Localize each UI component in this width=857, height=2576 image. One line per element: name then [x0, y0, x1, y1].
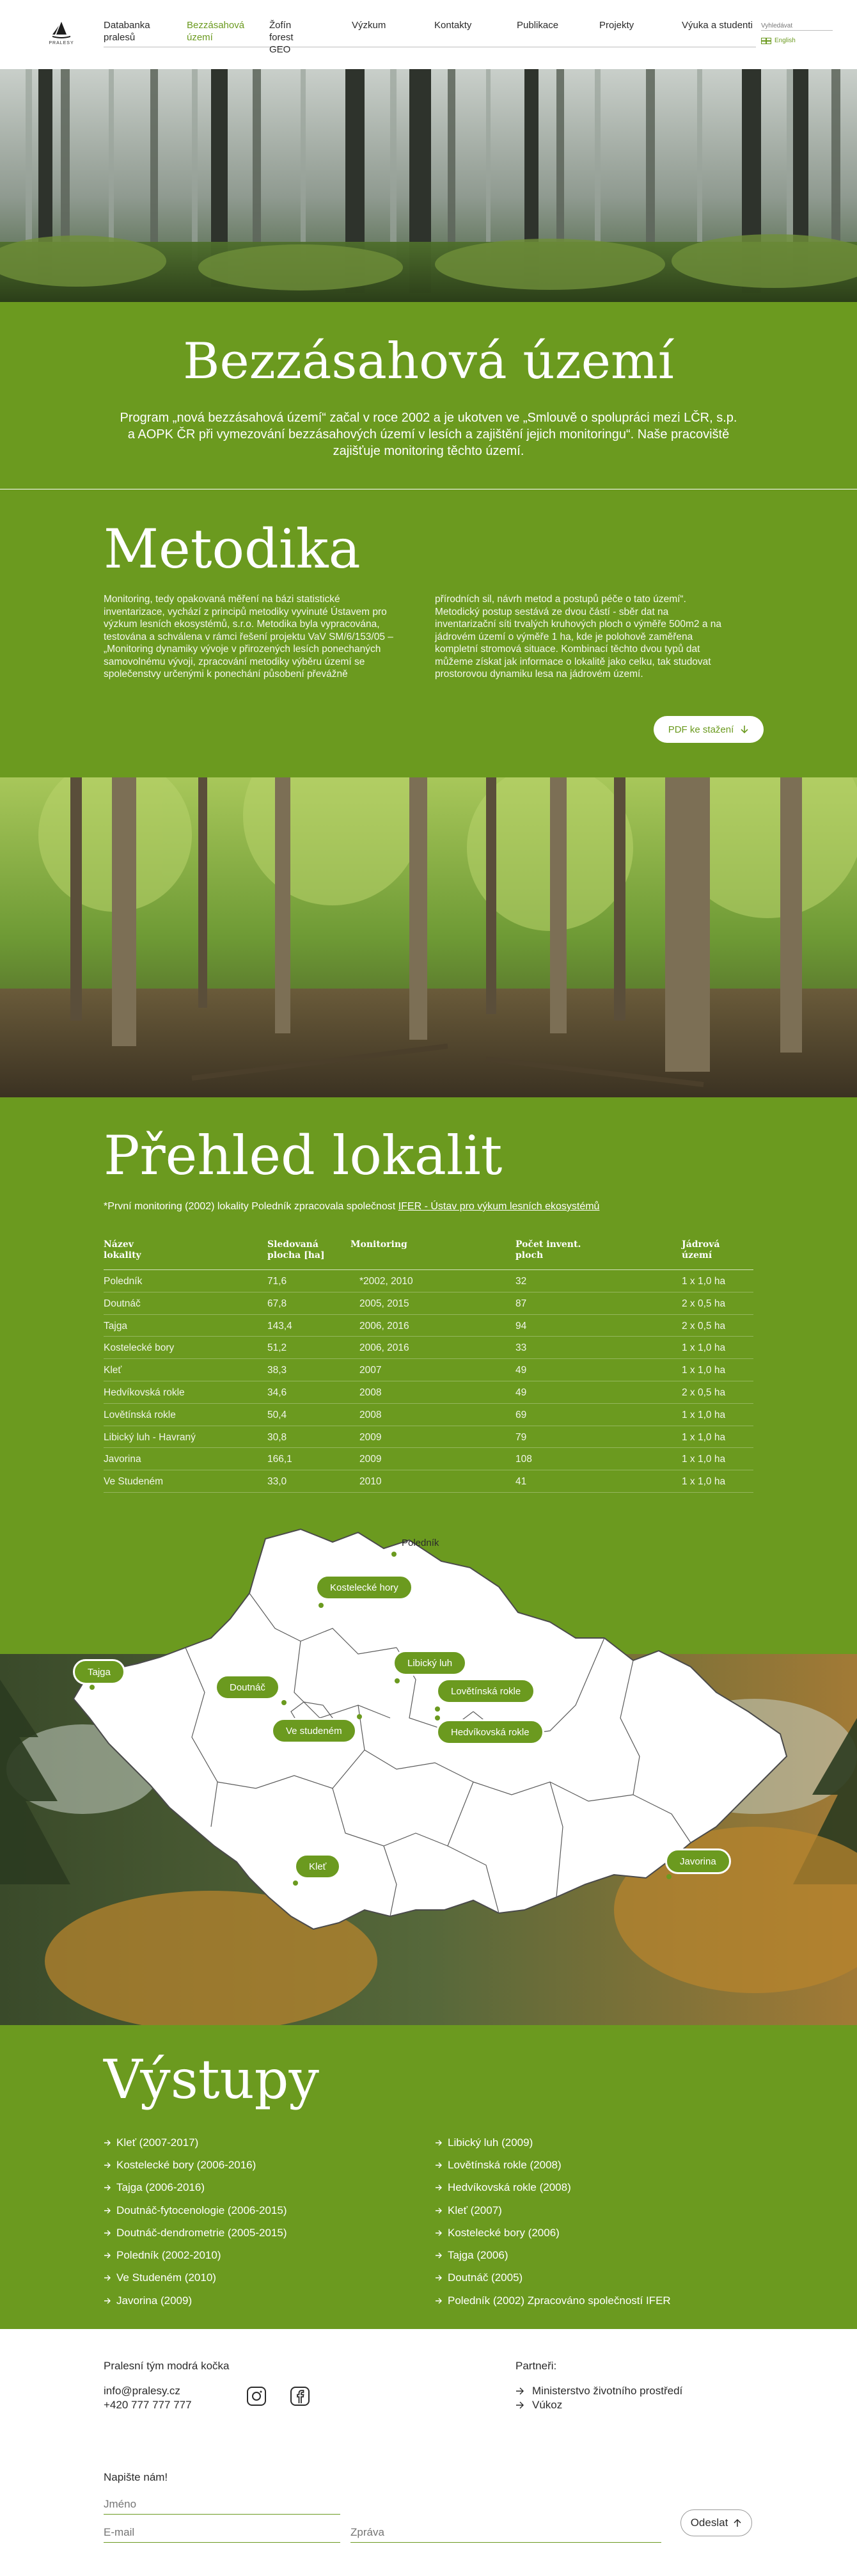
- output-label: Doutnáč-dendrometrie (2005-2015): [116, 2226, 287, 2239]
- table-cell: 1 x 1,0 ha: [682, 1476, 726, 1488]
- arrow-right-icon: [435, 2230, 443, 2236]
- arrow-up-icon: [733, 2518, 742, 2527]
- arrow-right-icon: [435, 2252, 443, 2259]
- outputs-list-left: [104, 2131, 398, 2312]
- table-cell: 143,4: [267, 1320, 292, 1332]
- search-input[interactable]: [761, 22, 833, 29]
- prehled-section: [0, 1097, 857, 1526]
- map-marker[interactable]: [90, 1685, 95, 1690]
- arrow-right-icon: [435, 2275, 443, 2281]
- table-cell: 94: [515, 1320, 527, 1332]
- pin-klet[interactable]: Kleť: [294, 1854, 341, 1879]
- output-link[interactable]: [435, 2154, 729, 2176]
- output-link[interactable]: [104, 2131, 398, 2154]
- nav-item-bezzasahova[interactable]: Bezzásahová území: [187, 20, 245, 43]
- table-cell: 30,8: [267, 1431, 287, 1443]
- table-row: [104, 1448, 753, 1470]
- nav-item-vyzkum[interactable]: Výzkum: [352, 20, 386, 31]
- map-marker[interactable]: [666, 1874, 672, 1879]
- partner-label: Ministerstvo životního prostředí: [532, 2385, 683, 2397]
- table-cell: 2010: [359, 1476, 382, 1488]
- main-nav: [104, 19, 756, 55]
- arrow-right-icon: [435, 2140, 443, 2146]
- table-cell: 87: [515, 1298, 527, 1309]
- metodika-title: Metodika: [104, 518, 361, 580]
- logo-text: PRALESY: [49, 41, 74, 45]
- table-row: [104, 1359, 753, 1381]
- partner-link-vukoz[interactable]: [515, 2399, 562, 2412]
- table-cell: 2008: [359, 1387, 382, 1398]
- arrow-right-icon: [435, 2184, 443, 2191]
- nav-item-databanka[interactable]: Databanka pralesů: [104, 20, 150, 43]
- hero-title: Bezzásahová území: [183, 333, 674, 390]
- nav-item-publikace[interactable]: Publikace: [517, 20, 559, 31]
- email-field: [104, 2524, 340, 2543]
- arrow-down-icon: [740, 725, 749, 734]
- pin-lovetinska-rokle[interactable]: Lovětínská rokle: [436, 1678, 535, 1704]
- table-cell: 2009: [359, 1454, 382, 1465]
- prehled-note-text: *První monitoring (2002) lokality Poledník zpracovala společnost: [104, 1201, 398, 1212]
- table-cell: 50,4: [267, 1409, 287, 1420]
- output-link[interactable]: [104, 2199, 398, 2222]
- send-button[interactable]: [680, 2509, 752, 2536]
- output-link[interactable]: [104, 2244, 398, 2266]
- pin-tajga[interactable]: Tajga: [73, 1659, 125, 1685]
- table-cell: 49: [515, 1387, 527, 1398]
- output-label: Doutnáč (2005): [448, 2271, 523, 2284]
- ifer-link[interactable]: IFER - Ústav pro výkum lesních ekosystémů: [398, 1201, 600, 1212]
- map-marker[interactable]: [357, 1714, 362, 1719]
- output-link[interactable]: [104, 2289, 398, 2312]
- metodika-text-col2: přírodních sil, návrh metod a postupů péče o tato území“. Metodický postup sestává ze dvou částí - sběr dat na inventarizační síti trvalých kruhových ploch o výměře 500m2 a na jádrovém území o výměře 1 ha, kde je polohově zaměřena kompletní stromová situace. Kombinací těchto dvou typů dat můžeme získat jak informace o lokalitě jako celku, tak studovat prostorovou dynamiku lesa na jádrovém území.: [435, 594, 721, 680]
- table-cell: 41: [515, 1476, 527, 1488]
- send-label: Odeslat: [690, 2516, 728, 2529]
- arrow-right-icon: [515, 2401, 524, 2409]
- table-row: [104, 1337, 753, 1359]
- table-cell: 108: [515, 1454, 532, 1465]
- table-row: [104, 1404, 753, 1426]
- arrow-right-icon: [435, 2207, 443, 2214]
- vystupy-title: Výstupy: [104, 2048, 319, 2111]
- table-cell: 1 x 1,0 ha: [682, 1365, 726, 1376]
- table-cell: Javorina: [104, 1454, 141, 1465]
- table-cell: 1 x 1,0 ha: [682, 1431, 726, 1443]
- table-cell: 69: [515, 1409, 527, 1420]
- email-input[interactable]: [104, 2524, 340, 2541]
- table-cell: Ve Studeném: [104, 1476, 164, 1488]
- output-link[interactable]: [435, 2131, 729, 2154]
- column-header-area: Sledovaná plocha [ha]: [267, 1239, 325, 1260]
- output-label: Javorina (2009): [116, 2294, 193, 2307]
- table-header: [104, 1238, 753, 1270]
- output-link[interactable]: [104, 2154, 398, 2176]
- table-cell: 33,0: [267, 1476, 287, 1488]
- flag-icon: [761, 38, 771, 44]
- table-cell: 2006, 2016: [359, 1342, 409, 1354]
- output-link[interactable]: [435, 2267, 729, 2289]
- table-cell: 67,8: [267, 1298, 287, 1309]
- nav-item-vyuka[interactable]: Výuka a studenti: [682, 20, 753, 31]
- table-cell: 1 x 1,0 ha: [682, 1409, 726, 1420]
- language-label: English: [774, 37, 796, 44]
- table-cell: 33: [515, 1342, 527, 1354]
- output-label: Poledník (2002) Zpracováno společností IFER: [448, 2294, 671, 2307]
- map-marker[interactable]: [281, 1700, 287, 1705]
- output-label: Kostelecké bory (2006): [448, 2226, 560, 2239]
- output-label: Tajga (2006-2016): [116, 2181, 205, 2194]
- footer-team: Pralesní tým modrá kočka: [104, 2360, 230, 2372]
- output-link[interactable]: [435, 2244, 729, 2266]
- arrow-right-icon: [104, 2275, 111, 2281]
- table-cell: Poledník: [104, 1276, 143, 1287]
- output-link[interactable]: [104, 2177, 398, 2199]
- partners-label: Partneři:: [515, 2360, 557, 2372]
- table-cell: 2007: [359, 1365, 382, 1376]
- table-cell: 2005, 2015: [359, 1298, 409, 1309]
- output-label: Lovětínská rokle (2008): [448, 2158, 562, 2171]
- table-row: [104, 1426, 753, 1449]
- arrow-right-icon: [515, 2387, 524, 2395]
- map-background: [0, 1526, 857, 2025]
- table-row: [104, 1381, 753, 1404]
- footer-phone[interactable]: +420 777 777 777: [104, 2399, 192, 2411]
- partner-label: Vúkoz: [532, 2399, 563, 2411]
- partner-link-mzp[interactable]: [515, 2385, 682, 2397]
- logo-icon: [47, 20, 75, 40]
- pin-doutnac[interactable]: Doutnáč: [215, 1674, 280, 1700]
- table-row: [104, 1470, 753, 1493]
- pin-libicky-luh[interactable]: Libický luh: [393, 1650, 467, 1676]
- name-field: [104, 2495, 340, 2515]
- table-cell: 1 x 1,0 ha: [682, 1276, 726, 1287]
- map-marker[interactable]: [293, 1880, 298, 1886]
- column-header-core: Jádrová území: [682, 1239, 720, 1260]
- table-cell: 2 x 0,5 ha: [682, 1387, 726, 1398]
- nav-item-projekty[interactable]: Projekty: [599, 20, 634, 31]
- table-cell: 34,6: [267, 1387, 287, 1398]
- search-box: [761, 19, 833, 31]
- table-row: [104, 1292, 753, 1315]
- table-cell: Kleť: [104, 1365, 122, 1376]
- metodika-text-col1: Monitoring, tedy opakovaná měření na bázi statistické inventarizace, vychází z principů metodiky vyvinuté Ústavem pro výzkum lesních ekosystémů, s.r.o. Metodika byla vypracována, testována a schválena v rámci řešení projektu VaV SM/6/153/05 – „Monitoring dynamiky vývoje v přirozených lesích ponechaných samovolnému vývoji, zpracování metodiky výběru území se společenstvy určenými k ponechání působení převážně: [104, 594, 393, 680]
- name-input[interactable]: [104, 2495, 340, 2513]
- pin-kostelecke-hory[interactable]: Kostelecké hory: [315, 1575, 413, 1600]
- arrow-right-icon: [104, 2140, 111, 2146]
- arrow-right-icon: [104, 2184, 111, 2191]
- table-cell: 2009: [359, 1431, 382, 1443]
- output-label: Libický luh (2009): [448, 2136, 533, 2149]
- output-label: Ve Studeném (2010): [116, 2271, 216, 2284]
- output-label: Poledník (2002-2010): [116, 2249, 221, 2262]
- language-switch[interactable]: [761, 37, 796, 44]
- output-label: Kleť (2007): [448, 2204, 502, 2216]
- column-header-name: Název lokality: [104, 1239, 141, 1260]
- output-link[interactable]: [435, 2289, 729, 2312]
- hero-section: [0, 302, 857, 489]
- pin-ve-studenem[interactable]: Ve studeném: [271, 1718, 357, 1744]
- arrow-right-icon: [104, 2207, 111, 2214]
- table-cell: 1 x 1,0 ha: [682, 1454, 726, 1465]
- facebook-icon[interactable]: [290, 2387, 310, 2406]
- table-cell: 38,3: [267, 1365, 287, 1376]
- output-label: Tajga (2006): [448, 2249, 508, 2262]
- table-cell: 79: [515, 1431, 527, 1443]
- arrow-right-icon: [104, 2230, 111, 2236]
- vystupy-section: [0, 2025, 857, 2329]
- table-cell: 49: [515, 1365, 527, 1376]
- prehled-note: [104, 1201, 599, 1212]
- arrow-right-icon: [104, 2252, 111, 2259]
- table-cell: 51,2: [267, 1342, 287, 1354]
- map-marker[interactable]: [435, 1715, 440, 1721]
- map-marker[interactable]: [318, 1603, 324, 1608]
- hero-text: Program „nová bezzásahová území“ začal v roce 2002 a je ukotven ve „Smlouvě o spolupráci mezi LČR, s.p. a AOPK ČR při vymezování bezzásahových území v lesích a zajištění jejich monitoringu“. Naše pracoviště zajišťuje monitoring těchto území.: [120, 411, 737, 458]
- output-label: Kleť (2007-2017): [116, 2136, 199, 2149]
- table-cell: 2008: [359, 1409, 382, 1420]
- locality-map: [0, 1526, 857, 2025]
- table-cell: 32: [515, 1276, 527, 1287]
- table-cell: Tajga: [104, 1320, 128, 1332]
- message-input[interactable]: [350, 2524, 661, 2541]
- output-link[interactable]: [104, 2222, 398, 2244]
- output-link[interactable]: [435, 2199, 729, 2222]
- output-label: Hedvíkovská rokle (2008): [448, 2181, 571, 2194]
- table-cell: 166,1: [267, 1454, 292, 1465]
- prehled-title: Přehled lokalit: [104, 1124, 503, 1187]
- locality-table: [104, 1238, 753, 1493]
- pin-hedvikovska-rokle[interactable]: Hedvíkovská rokle: [436, 1719, 544, 1745]
- table-cell: Hedvíkovská rokle: [104, 1387, 185, 1398]
- output-link[interactable]: [435, 2177, 729, 2199]
- arrow-right-icon: [435, 2162, 443, 2168]
- table-cell: *2002, 2010: [359, 1276, 413, 1287]
- output-label: Kostelecké bory (2006-2016): [116, 2158, 256, 2171]
- output-label: Doutnáč-fytocenologie (2006-2015): [116, 2204, 287, 2216]
- site-logo[interactable]: [47, 20, 75, 47]
- pin-javorina[interactable]: Javorina: [665, 1849, 731, 1874]
- metodika-section: [0, 489, 857, 777]
- nav-item-kontakty[interactable]: Kontakty: [434, 20, 472, 31]
- arrow-right-icon: [104, 2162, 111, 2168]
- table-cell: Doutnáč: [104, 1298, 141, 1309]
- message-field: [350, 2524, 661, 2543]
- instagram-icon[interactable]: [247, 2387, 266, 2406]
- arrow-right-icon: [435, 2298, 443, 2304]
- output-link[interactable]: [104, 2267, 398, 2289]
- table-cell: Libický luh - Havraný: [104, 1431, 196, 1443]
- forest-photo-green: [0, 777, 857, 1097]
- nav-item-zofin[interactable]: Žofín forest GEO: [269, 20, 294, 55]
- arrow-right-icon: [104, 2298, 111, 2304]
- map-marker[interactable]: [391, 1552, 397, 1557]
- table-cell: 71,6: [267, 1276, 287, 1287]
- table-row: [104, 1270, 753, 1292]
- table-cell: 1 x 1,0 ha: [682, 1342, 726, 1354]
- forest-photo-misty: [0, 69, 857, 302]
- table-cell: 2 x 0,5 ha: [682, 1320, 726, 1332]
- table-body: [104, 1270, 753, 1493]
- pin-polednik[interactable]: Poledník: [402, 1538, 439, 1548]
- pdf-download-button[interactable]: [654, 716, 764, 743]
- column-header-monitoring: Monitoring: [350, 1239, 407, 1250]
- pdf-download-label: PDF ke stažení: [668, 724, 734, 735]
- table-cell: 2 x 0,5 ha: [682, 1298, 726, 1309]
- table-cell: Kostelecké bory: [104, 1342, 175, 1354]
- table-row: [104, 1315, 753, 1337]
- map-marker[interactable]: [395, 1678, 400, 1683]
- site-header: [0, 0, 857, 69]
- outputs-list-right: [435, 2131, 729, 2312]
- footer-email[interactable]: info@pralesy.cz: [104, 2385, 180, 2397]
- contact-form-title: Napište nám!: [104, 2471, 168, 2483]
- table-cell: 2006, 2016: [359, 1320, 409, 1332]
- output-link[interactable]: [435, 2222, 729, 2244]
- map-marker[interactable]: [435, 1706, 440, 1712]
- column-header-plots: Počet invent. ploch: [515, 1239, 581, 1260]
- table-cell: Lovětínská rokle: [104, 1409, 176, 1420]
